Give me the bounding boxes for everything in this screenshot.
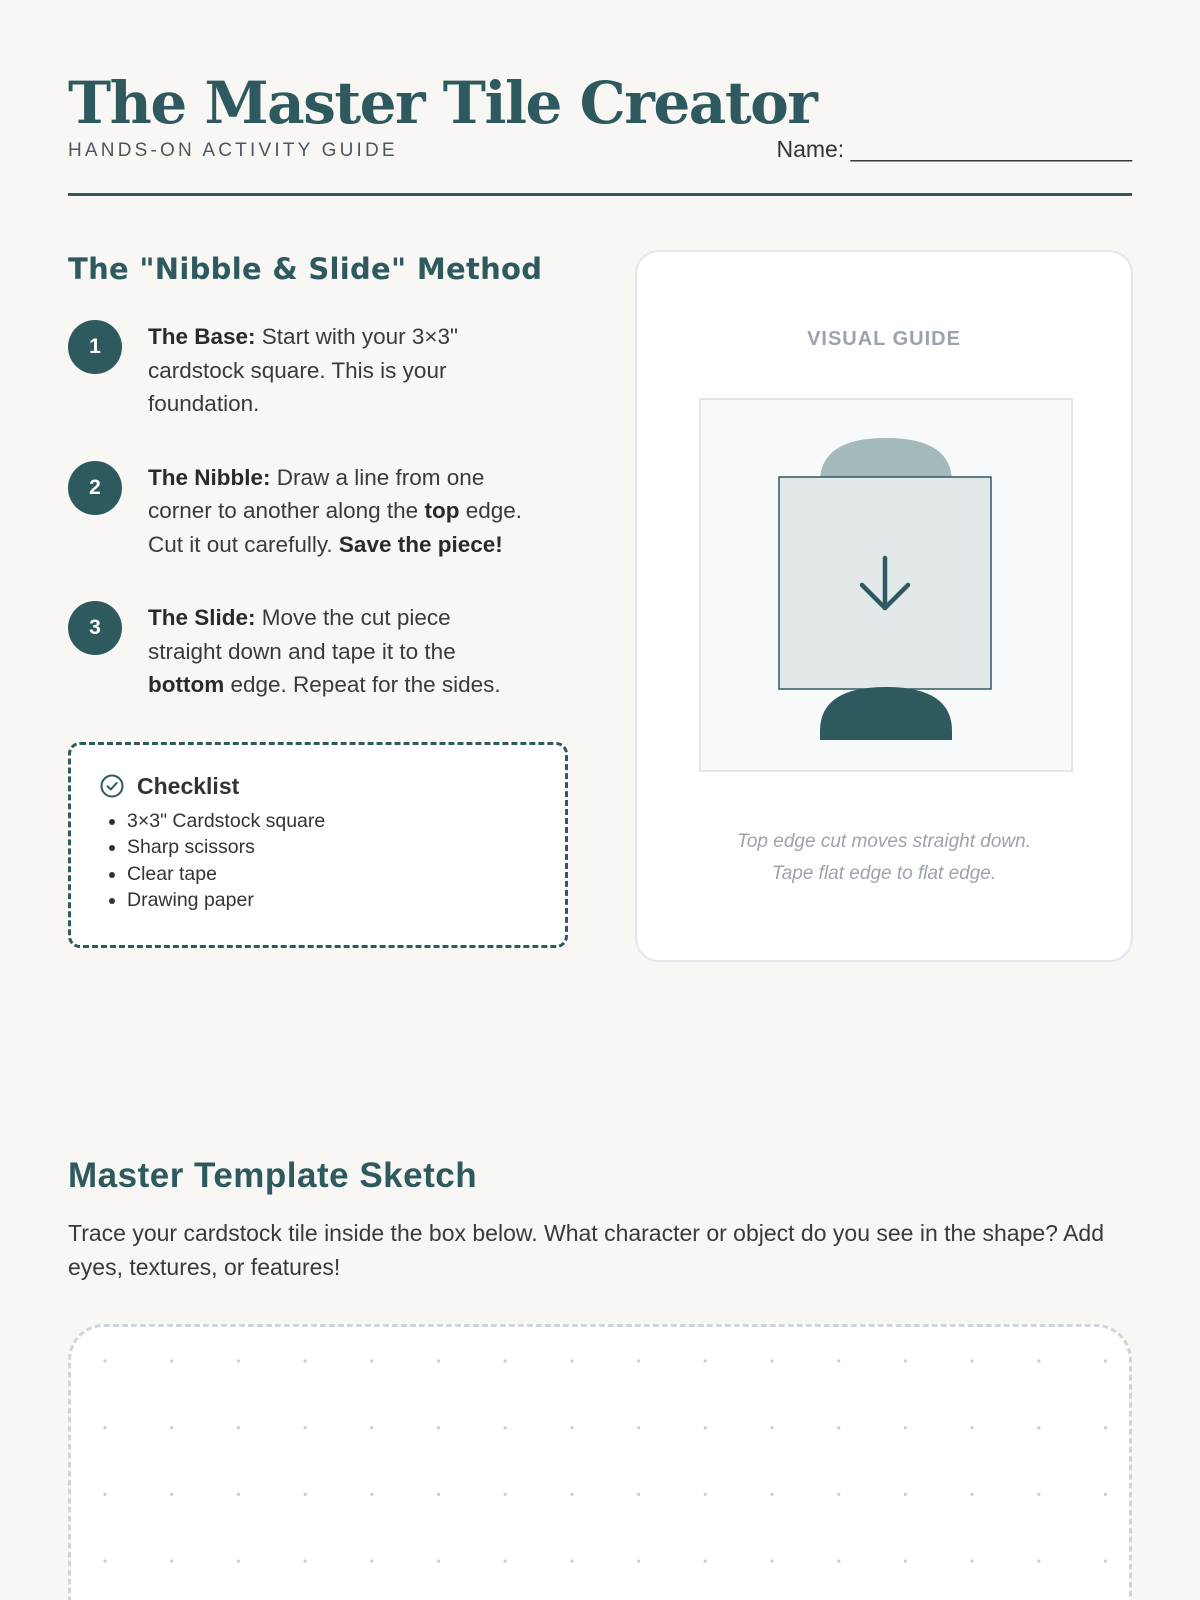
step-number-badge: 1	[68, 320, 122, 374]
grid-dot	[437, 1426, 440, 1429]
grid-dot	[904, 1560, 907, 1563]
method-section	[68, 196, 1132, 966]
grid-dot	[837, 1426, 840, 1429]
grid-dot	[704, 1560, 707, 1563]
grid-dot	[1104, 1426, 1107, 1429]
checklist-box	[68, 742, 568, 948]
dot-grid	[71, 1327, 1132, 1600]
grid-dot	[437, 1493, 440, 1496]
name-field[interactable]: Name: ______________________	[776, 136, 1132, 162]
grid-dot	[1037, 1359, 1040, 1362]
grid-dot	[637, 1359, 640, 1362]
grid-dot	[637, 1493, 640, 1496]
grid-dot	[237, 1359, 240, 1362]
step-item	[68, 320, 568, 421]
grid-dot	[770, 1359, 773, 1362]
grid-dot	[770, 1560, 773, 1563]
page-subtitle: HANDS-ON ACTIVITY GUIDE	[68, 140, 398, 161]
visual-guide-card	[635, 250, 1133, 962]
grid-dot	[1104, 1493, 1107, 1496]
grid-dot	[904, 1359, 907, 1362]
grid-dot	[904, 1493, 907, 1496]
grid-dot	[837, 1359, 840, 1362]
visual-guide-label: VISUAL GUIDE	[807, 328, 961, 350]
caption-line: Tape flat edge to flat edge.	[771, 863, 997, 884]
grid-dot	[971, 1359, 974, 1362]
grid-dot	[570, 1426, 573, 1429]
grid-dot	[704, 1359, 707, 1362]
grid-dot	[904, 1426, 907, 1429]
grid-dot	[637, 1560, 640, 1563]
grid-dot	[437, 1359, 440, 1362]
caption-line: Top edge cut moves straight down.	[737, 831, 1031, 852]
sketch-description: Trace your cardstock tile inside the box below. What character or object do you see in the shape? Add eyes, textures, or features!	[68, 1220, 1105, 1280]
checklist-items	[127, 808, 537, 914]
grid-dot	[570, 1359, 573, 1362]
checklist-item: • Clear tape	[127, 861, 537, 888]
tile-diagram	[699, 398, 1073, 772]
grid-dot	[170, 1493, 173, 1496]
method-title: The "Nibble & Slide" Method	[68, 252, 543, 286]
method-column	[68, 252, 568, 948]
grid-dot	[504, 1426, 507, 1429]
grid-dot	[971, 1560, 974, 1563]
page-title: The Master Tile Creator	[68, 69, 817, 137]
grid-dot	[1037, 1560, 1040, 1563]
grid-dot	[504, 1359, 507, 1362]
grid-dot	[170, 1426, 173, 1429]
grid-dot	[103, 1493, 106, 1496]
grid-dot	[237, 1426, 240, 1429]
grid-dot	[170, 1359, 173, 1362]
steps-list	[68, 320, 568, 702]
grid-dot	[837, 1493, 840, 1496]
grid-dot	[370, 1359, 373, 1362]
grid-dot	[770, 1426, 773, 1429]
grid-dot	[170, 1560, 173, 1563]
grid-dot	[370, 1493, 373, 1496]
grid-dot	[637, 1426, 640, 1429]
step-text: The Base: Start with your 3×3" cardstock square. This is your foundation.	[148, 324, 459, 416]
grid-dot	[504, 1493, 507, 1496]
grid-dot	[103, 1560, 106, 1563]
grid-dot	[304, 1359, 307, 1362]
page-header	[68, 0, 1132, 196]
grid-dot	[504, 1560, 507, 1563]
grid-dot	[1104, 1359, 1107, 1362]
step-item	[68, 601, 568, 702]
grid-dot	[304, 1560, 307, 1563]
checklist-header	[99, 773, 537, 800]
checklist-item: • Drawing paper	[127, 887, 537, 914]
grid-dot	[370, 1560, 373, 1563]
grid-dot	[1037, 1426, 1040, 1429]
grid-dot	[237, 1493, 240, 1496]
checklist-item: • Sharp scissors	[127, 834, 537, 861]
grid-dot	[103, 1426, 106, 1429]
grid-dot	[1037, 1493, 1040, 1496]
grid-dot	[304, 1426, 307, 1429]
visual-guide-caption	[637, 826, 1131, 890]
grid-dot	[237, 1560, 240, 1563]
checklist-title: Checklist	[137, 772, 240, 799]
step-number-badge: 2	[68, 461, 122, 515]
sketch-area[interactable]	[68, 1324, 1132, 1600]
grid-dot	[304, 1493, 307, 1496]
grid-dot	[370, 1426, 373, 1429]
grid-dot	[103, 1359, 106, 1362]
grid-dot	[570, 1560, 573, 1563]
grid-dot	[437, 1560, 440, 1563]
grid-dot	[971, 1426, 974, 1429]
step-text: The Nibble: Draw a line from one corner to another along the top edge. Cut it out carefully. Save the piece!	[148, 464, 522, 557]
step-number-badge: 3	[68, 601, 122, 655]
step-item	[68, 461, 568, 562]
sketch-title: Master Template Sketch	[68, 1156, 478, 1195]
step-text: The Slide: Move the cut piece straight down and tape it to the bottom edge. Repeat for the sides.	[148, 605, 501, 697]
checklist-item: • 3×3" Cardstock square	[127, 808, 537, 835]
grid-dot	[1104, 1560, 1107, 1563]
grid-dot	[704, 1493, 707, 1496]
grid-dot	[704, 1426, 707, 1429]
grid-dot	[570, 1493, 573, 1496]
grid-dot	[770, 1493, 773, 1496]
grid-dot	[837, 1560, 840, 1563]
grid-dot	[971, 1493, 974, 1496]
check-circle-icon	[99, 773, 125, 799]
